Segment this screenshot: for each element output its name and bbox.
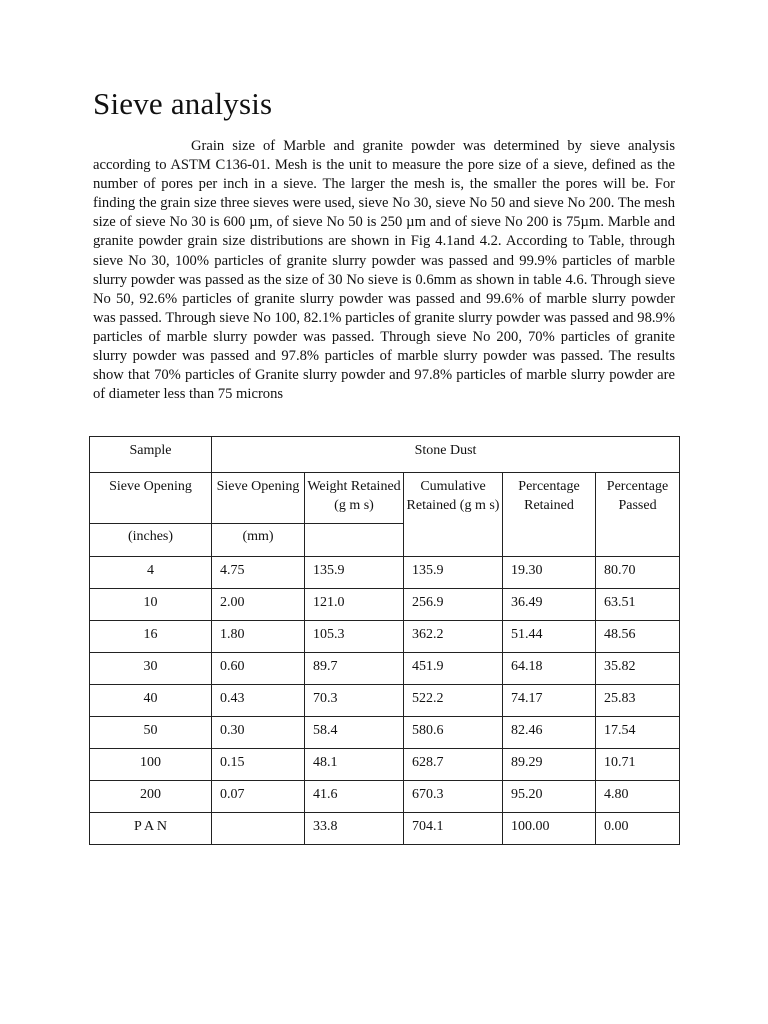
table-row — [90, 589, 680, 621]
sieve-analysis-table — [89, 436, 680, 845]
header-mm-unit: (mm) — [211, 523, 305, 553]
cell-sieve-mm: 0.15 — [212, 749, 305, 781]
table-row — [90, 621, 680, 653]
cell-sieve-mm: 0.07 — [212, 781, 305, 813]
cell-percentage-retained: 74.17 — [503, 685, 596, 717]
header-percentage-retained: Percentage Retained — [503, 473, 596, 557]
header-percentage-passed: Percentage Passed — [596, 473, 680, 557]
cell-weight-retained: 121.0 — [305, 589, 404, 621]
header-sieve-opening-inches-label: Sieve Opening — [109, 479, 192, 494]
cell-percentage-retained: 95.20 — [503, 781, 596, 813]
header-weight-retained-split — [304, 523, 404, 553]
cell-sieve-mm: 0.60 — [212, 653, 305, 685]
cell-cumulative-retained: 256.9 — [404, 589, 503, 621]
cell-percentage-passed: 10.71 — [596, 749, 680, 781]
cell-cumulative-retained: 628.7 — [404, 749, 503, 781]
header-sample: Sample — [90, 437, 212, 473]
cell-sieve-mm: 0.30 — [212, 717, 305, 749]
cell-sieve-mm: 4.75 — [212, 557, 305, 589]
cell-sieve-mm: 1.80 — [212, 621, 305, 653]
cell-weight-retained: 135.9 — [305, 557, 404, 589]
cell-sieve-inches: 10 — [90, 589, 212, 621]
cell-sieve-inches: 100 — [90, 749, 212, 781]
cell-percentage-retained: 82.46 — [503, 717, 596, 749]
cell-cumulative-retained: 362.2 — [404, 621, 503, 653]
header-weight-retained — [305, 473, 404, 557]
cell-percentage-passed: 17.54 — [596, 717, 680, 749]
table-row — [90, 557, 680, 589]
cell-cumulative-retained: 580.6 — [404, 717, 503, 749]
cell-percentage-passed: 35.82 — [596, 653, 680, 685]
cell-percentage-retained: 100.00 — [503, 813, 596, 845]
cell-weight-retained: 89.7 — [305, 653, 404, 685]
header-inches-unit: (inches) — [89, 523, 212, 553]
header-cumulative-retained: Cumulative Retained (g m s) — [404, 473, 503, 557]
cell-cumulative-retained: 451.9 — [404, 653, 503, 685]
cell-percentage-retained: 64.18 — [503, 653, 596, 685]
cell-sieve-inches: 30 — [90, 653, 212, 685]
cell-percentage-passed: 48.56 — [596, 621, 680, 653]
cell-sieve-mm — [212, 813, 305, 845]
header-sieve-opening-inches — [90, 473, 212, 557]
cell-sieve-inches: 4 — [90, 557, 212, 589]
cell-sieve-inches: 200 — [90, 781, 212, 813]
cell-weight-retained: 105.3 — [305, 621, 404, 653]
table-row — [90, 749, 680, 781]
page-title: Sieve analysis — [93, 86, 273, 121]
body-paragraph — [93, 137, 675, 404]
cell-weight-retained: 58.4 — [305, 717, 404, 749]
cell-cumulative-retained: 704.1 — [404, 813, 503, 845]
cell-sieve-mm: 0.43 — [212, 685, 305, 717]
cell-percentage-passed: 25.83 — [596, 685, 680, 717]
cell-percentage-retained: 19.30 — [503, 557, 596, 589]
table-row — [90, 653, 680, 685]
cell-cumulative-retained: 522.2 — [404, 685, 503, 717]
table-row — [90, 781, 680, 813]
cell-weight-retained: 48.1 — [305, 749, 404, 781]
header-stone-dust: Stone Dust — [212, 437, 680, 473]
cell-weight-retained: 70.3 — [305, 685, 404, 717]
table-header-row-1 — [90, 437, 680, 473]
table-row — [90, 685, 680, 717]
table-row — [90, 717, 680, 749]
cell-percentage-passed: 4.80 — [596, 781, 680, 813]
cell-sieve-inches: P A N — [90, 813, 212, 845]
cell-percentage-retained: 89.29 — [503, 749, 596, 781]
cell-cumulative-retained: 670.3 — [404, 781, 503, 813]
cell-cumulative-retained: 135.9 — [404, 557, 503, 589]
cell-percentage-retained: 36.49 — [503, 589, 596, 621]
cell-sieve-inches: 40 — [90, 685, 212, 717]
header-sieve-opening-mm-label: Sieve Opening — [216, 479, 300, 494]
header-weight-retained-label: Weight Retained (g m s) — [307, 479, 401, 513]
table-row — [90, 813, 680, 845]
cell-weight-retained: 33.8 — [305, 813, 404, 845]
cell-sieve-inches: 50 — [90, 717, 212, 749]
cell-sieve-mm: 2.00 — [212, 589, 305, 621]
cell-percentage-passed: 63.51 — [596, 589, 680, 621]
cell-sieve-inches: 16 — [90, 621, 212, 653]
header-sieve-opening-mm — [212, 473, 305, 557]
cell-percentage-passed: 0.00 — [596, 813, 680, 845]
table-header-row-2 — [90, 473, 680, 557]
cell-percentage-passed: 80.70 — [596, 557, 680, 589]
paragraph-text: Grain size of Marble and granite powder was determined by sieve analysis according to ASTM C136-01. Mesh is the unit to measure the pore size of a sieve, defined as the number of pores per inch in a sieve. The larger the mesh is, the smaller the pores will be. For finding the grain size three sieves were used, sieve No 30, sieve No 50 and sieve No 200. The mesh size of sieve No 30 is 600 µm, of sieve No 50 is 250 µm and of sieve No 200 is 75µm. Marble and granite powder grain size distributions are shown in Fig 4.1and 4.2. According to Table, through sieve No 30, 100% particles of granite slurry powder was passed and 99.9% particles of marble slurry powder was passed as the size of 30 No sieve is 0.6mm as shown in table 4.6. Through sieve No 50, 92.6% particles of granite slurry powder was passed and 99.6% of marble slurry powder was passed. Through sieve No 100, 82.1% particles of granite slurry powder was passed and 98.9% particles of marble slurry powder was passed. Through sieve No 200, 70% particles of granite slurry powder was passed and 97.8% particles of marble slurry powder was passed. The results show that 70% particles of Granite slurry powder and 97.8% particles of marble slurry powder are of diameter less than 75 microns — [93, 138, 675, 403]
cell-percentage-retained: 51.44 — [503, 621, 596, 653]
cell-weight-retained: 41.6 — [305, 781, 404, 813]
